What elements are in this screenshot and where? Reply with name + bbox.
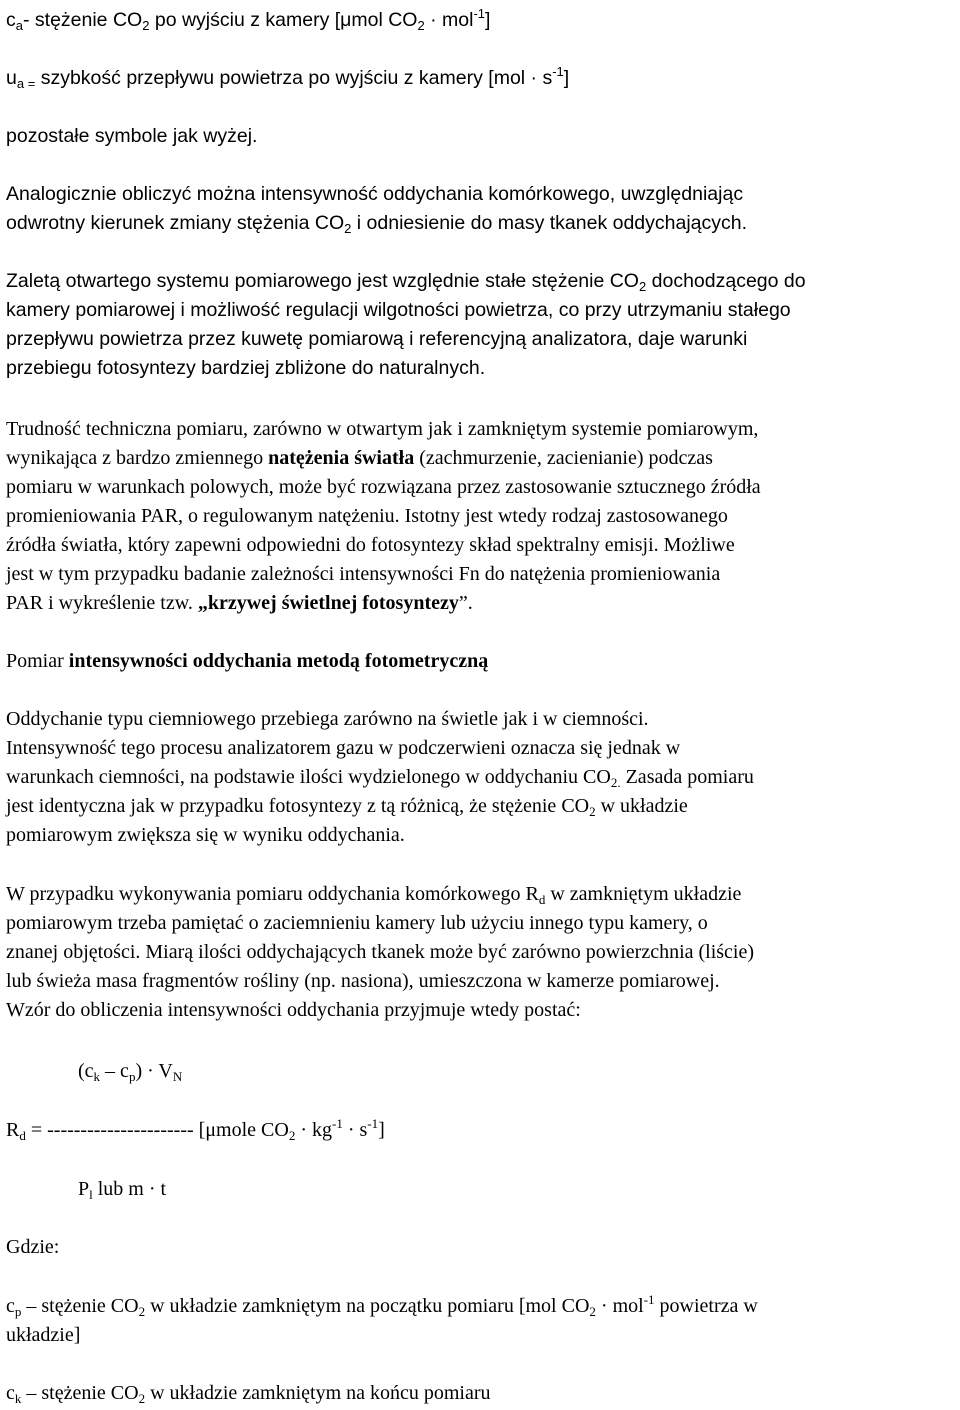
p2-line3: przepływu powietrza przez kuwetę pomiarową i referencyjną analizatora, daje warunki (6, 328, 748, 350)
p2-line1: Zaletą otwartego systemu pomiarowego jest względnie stałe stężenie $CO_2$ dochodzącego do (6, 270, 806, 294)
p2-line2: kamery pomiarowej i możliwość regulacji wilgotności powietrza, co przy utrzymaniu stałego (6, 299, 791, 321)
section-heading: Pomiar intensywności oddychania metodą fotometryczną (6, 650, 489, 672)
def-ua: $u_{a =}$ szybkość przepływu powietrza po wyjściu z kamery $[mol \cdot s^{-1}]$ (6, 64, 570, 91)
p3-line2: wynikająca z bardzo zmiennego natężenia światła (zachmurzenie, zacienianie) podczas (6, 447, 713, 469)
formula-main-line: $R_d$ = ---------------------- [μmole $CO_2 \cdot kg^{-1} \cdot s^{-1}$] (6, 1116, 385, 1143)
p3-line1: Trudność techniczna pomiaru, zarówno w otwartym jak i zamkniętym systemie pomiarowym, (6, 418, 759, 440)
def-other: pozostałe symbole jak wyżej. (6, 125, 258, 147)
p2-line4: przebiegu fotosyntezy bardziej zbliżone do naturalnych. (6, 357, 486, 379)
p1-line1: Analogicznie obliczyć można intensywność oddychania komórkowego, uwzględniając (6, 183, 744, 205)
def-cp-line1: $c_p$ – stężenie $CO_2$ w układzie zamkniętym na początku pomiaru [mol $CO_2 \cdot mol^{-1}$ powietrza w (6, 1292, 758, 1319)
p4-line2: Intensywność tego procesu analizatorem gazu w podczerwieni oznacza się jednak w (6, 737, 681, 759)
p5-line3: znanej objętości. Miarą ilości oddychających tkanek może być zarówno powierzchnia (liście) (6, 941, 755, 963)
p1-line2: odwrotny kierunek zmiany stężenia $CO_2$ i odniesienie do masy tkanek oddychających. (6, 212, 748, 236)
formula-numerator: $(c_k - c_p) \cdot V_N$ (78, 1060, 183, 1084)
def-ca: $c_a-$ stężenie $CO_2$ po wyjściu z kamery [μmol $CO_2 \cdot mol^{-1}$] (6, 6, 491, 33)
formula-denominator: $P_l$ lub m · t (78, 1178, 167, 1202)
p4-line5: pomiarowym zwiększa się w wyniku oddychania. (6, 824, 405, 846)
p4-line4: jest identyczna jak w przypadku fotosyntezy z tą różnicą, że stężenie $CO_2$ w układzie (6, 795, 688, 819)
def-ck: $c_k$ – stężenie $CO_2$ w układzie zamkniętym na końcu pomiaru (6, 1382, 491, 1406)
p4-line1: Oddychanie typu ciemniowego przebiega zarówno na świetle jak i w ciemności. (6, 708, 649, 730)
p3-line5: źródła światła, który zapewni odpowiedni do fotosyntezy skład spektralny emisji. Możliwe (6, 534, 735, 556)
p4-line3: warunkach ciemności, na podstawie ilości wydzielonego w oddychaniu $CO_{2.}$ Zasada pomiaru (6, 766, 754, 790)
p3-line6: jest w tym przypadku badanie zależności intensywności Fn do natężenia promieniowania (6, 563, 721, 585)
def-cp-line2: układzie] (6, 1324, 81, 1346)
p5-line1: W przypadku wykonywania pomiaru oddychania komórkowego $R_d$ w zamkniętym układzie (6, 883, 742, 907)
p3-line3: pomiaru w warunkach polowych, może być rozwiązana przez zastosowanie sztucznego źródła (6, 476, 761, 498)
p5-line5: Wzór do obliczenia intensywności oddychania przyjmuje wtedy postać: (6, 999, 581, 1021)
p5-line2: pomiarowym trzeba pamiętać o zaciemnieniu kamery lub użyciu innego typu kamery, o (6, 912, 708, 934)
p3-line4: promieniowania PAR, o regulowanym natężeniu. Istotny jest wtedy rodzaj zastosowanego (6, 505, 728, 527)
p5-line4: lub świeża masa fragmentów rośliny (np. nasiona), umieszczona w kamerze pomiarowej. (6, 970, 720, 992)
p3-line7: PAR i wykreślenie tzw. „krzywej świetlnej fotosyntezy”. (6, 592, 473, 614)
where-label: Gdzie: (6, 1236, 60, 1258)
